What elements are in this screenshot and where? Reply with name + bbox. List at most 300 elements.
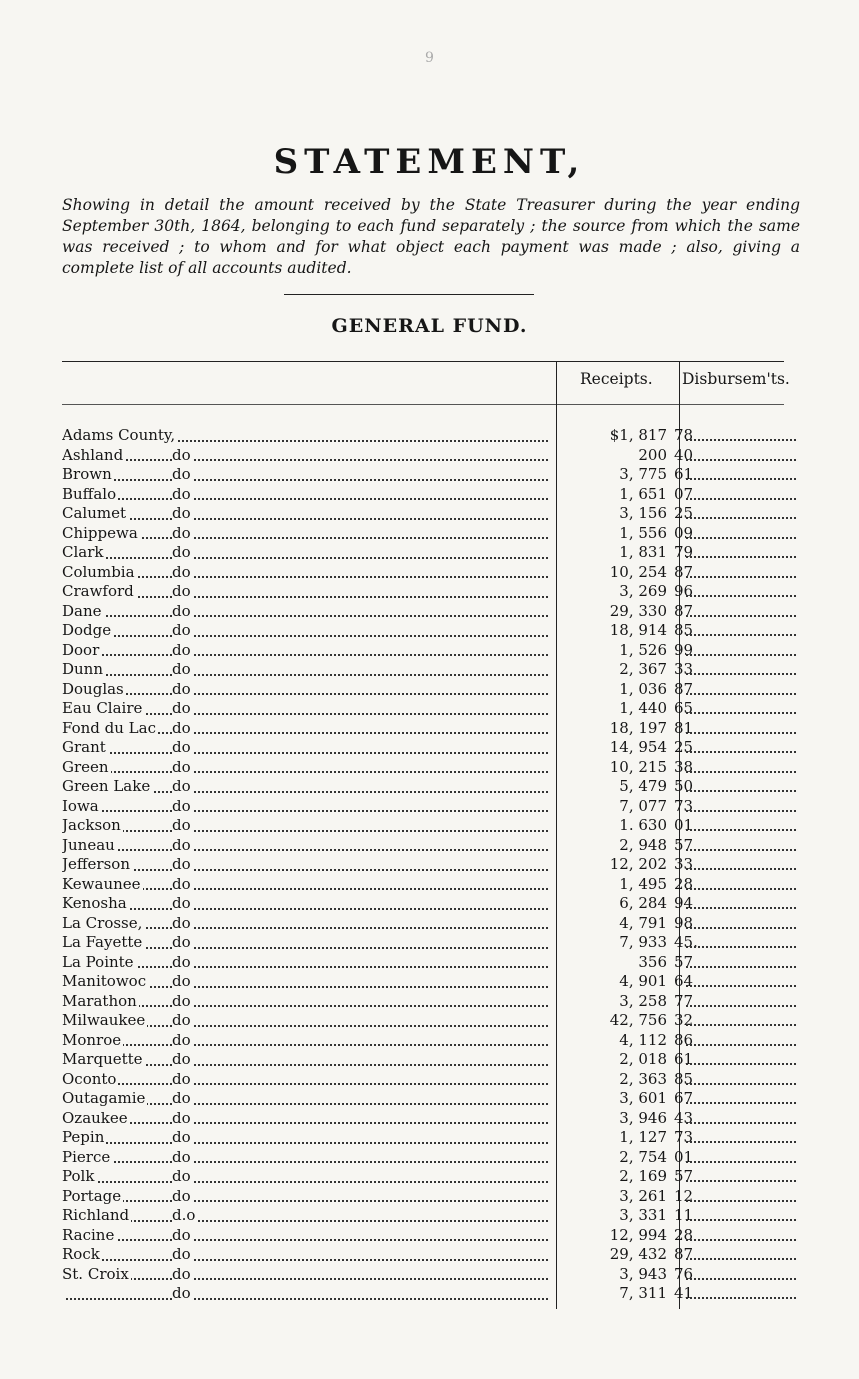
receipts-cents: 98 xyxy=(674,913,694,932)
county-cell xyxy=(62,1226,552,1246)
table-row xyxy=(62,719,800,739)
receipts-cents: 99 xyxy=(674,640,694,659)
ditto-mark: do xyxy=(172,1050,191,1068)
county-cell xyxy=(62,797,552,817)
ditto-mark: do xyxy=(172,894,191,912)
county-cell xyxy=(62,1011,552,1031)
county-cell xyxy=(62,933,552,953)
table-row xyxy=(62,1089,800,1109)
receipts-dollars: 356 xyxy=(638,952,667,971)
receipts-cents: 57 xyxy=(674,835,694,854)
county-name: Milwaukee xyxy=(62,1011,146,1029)
receipts-dollars: $1, 817 xyxy=(609,426,667,444)
disbursements-cell xyxy=(686,751,796,753)
receipts-cents: 40 xyxy=(674,445,694,464)
receipts-dollars: 5, 479 xyxy=(619,777,667,795)
disbursements-cell xyxy=(686,732,796,734)
county-cell xyxy=(62,485,552,505)
receipts-dollars: 1, 495 xyxy=(619,874,667,893)
county-name: Rock xyxy=(62,1245,100,1263)
disbursements-cell xyxy=(686,1063,796,1065)
table-row xyxy=(62,953,800,973)
table-row xyxy=(62,1284,800,1304)
receipts-dollars: 1, 127 xyxy=(619,1128,667,1146)
receipts-cents: 87 xyxy=(674,562,694,581)
table-row xyxy=(62,524,800,544)
receipts-dollars: 3, 261 xyxy=(619,1186,667,1205)
disbursements-cell xyxy=(686,810,796,812)
disbursements-cell xyxy=(686,1219,796,1221)
disbursements-cell xyxy=(686,1024,796,1026)
county-cell xyxy=(62,680,552,700)
county-name: Douglas xyxy=(62,679,124,698)
table-row xyxy=(62,641,800,661)
receipts-cents: 79 xyxy=(674,543,694,561)
county-cell xyxy=(62,1245,552,1265)
table-header-rule xyxy=(62,404,784,405)
ditto-mark: do xyxy=(172,1225,191,1244)
county-cell xyxy=(62,699,552,719)
receipts-dollars: 3, 156 xyxy=(619,504,667,522)
disbursements-cell xyxy=(686,985,796,987)
county-name: Pepin xyxy=(62,1128,105,1146)
county-cell xyxy=(62,1070,552,1090)
disbursements-cell xyxy=(686,517,796,519)
table-row xyxy=(62,894,800,914)
table-row xyxy=(62,582,800,602)
ditto-mark: do xyxy=(172,1089,191,1107)
receipts-cents: 85 xyxy=(674,1069,694,1088)
receipts-dollars: 3, 269 xyxy=(619,582,667,600)
disbursements-cell xyxy=(686,673,796,675)
county-cell xyxy=(62,1109,552,1129)
county-name: Dane xyxy=(62,601,102,620)
county-cell xyxy=(62,758,552,778)
county-cell xyxy=(62,426,552,446)
disbursements-cell xyxy=(686,576,796,578)
ditto-mark: do xyxy=(172,601,191,620)
county-name: Adams County, xyxy=(62,426,176,444)
receipts-dollars: 18, 197 xyxy=(609,718,667,737)
county-cell xyxy=(62,660,552,680)
ditto-mark: do xyxy=(172,855,191,873)
receipts-dollars: 4, 901 xyxy=(619,972,667,990)
receipts-dollars: 1, 831 xyxy=(619,543,667,561)
receipts-cents: 77 xyxy=(674,991,694,1010)
county-name: Grant xyxy=(62,738,106,756)
receipts-dollars: 10, 254 xyxy=(609,562,667,581)
table-row xyxy=(62,777,800,797)
disbursements-cell xyxy=(686,1278,796,1280)
disbursements-header: Disbursem'ts. xyxy=(682,370,790,388)
receipts-cents: 85 xyxy=(674,621,694,639)
disbursements-cell xyxy=(686,556,796,558)
disbursements-cell xyxy=(686,478,796,480)
table-row xyxy=(62,855,800,875)
receipts-dollars: 1, 651 xyxy=(619,484,667,503)
table-row xyxy=(62,1011,800,1031)
county-cell xyxy=(62,582,552,602)
receipts-cents: 73 xyxy=(674,1128,694,1146)
receipts-dollars: 3, 946 xyxy=(619,1108,667,1127)
receipts-cents: 38 xyxy=(674,757,694,776)
receipts-cents: 33 xyxy=(674,855,694,873)
statement-description: Showing in detail the amount received by the State Treasurer during the year ending September 30th, 1864, belonging to each fund separately ; the source from which the same was received ; to whom and for what object each payment was made ; also, giving a complete list of all accounts audited. xyxy=(62,196,800,277)
table-row xyxy=(62,602,800,622)
table-row xyxy=(62,836,800,856)
receipts-dollars: 7, 311 xyxy=(619,1284,667,1302)
ditto-mark: do xyxy=(172,1069,191,1088)
disbursements-cell xyxy=(686,439,796,441)
county-cell xyxy=(62,1167,552,1187)
table-row xyxy=(62,1167,800,1187)
table-row xyxy=(62,1031,800,1051)
county-name: La Fayette xyxy=(62,933,143,951)
receipts-dollars: 6, 284 xyxy=(619,894,667,912)
disbursements-cell xyxy=(686,1180,796,1182)
county-name: Calumet xyxy=(62,504,127,522)
county-cell xyxy=(62,738,552,758)
disbursements-cell xyxy=(686,946,796,948)
receipts-cents: 01 xyxy=(674,1147,694,1166)
receipts-cents: 28 xyxy=(674,874,694,893)
table-row xyxy=(62,797,800,817)
disbursements-cell xyxy=(686,615,796,617)
ditto-mark: d.o xyxy=(172,1206,196,1224)
county-name: Marquette xyxy=(62,1050,143,1068)
disbursements-cell xyxy=(686,1161,796,1163)
receipts-dollars: 1, 440 xyxy=(619,699,667,717)
receipts-cents: 57 xyxy=(674,1167,694,1185)
county-cell xyxy=(62,563,552,583)
ditto-mark: do xyxy=(172,1011,191,1029)
table-row xyxy=(62,914,800,934)
receipts-cents: 64 xyxy=(674,972,694,990)
ditto-mark: do xyxy=(172,1186,191,1205)
county-name: La Crosse, xyxy=(62,913,143,932)
receipts-dollars: 14, 954 xyxy=(609,738,667,756)
disbursements-cell xyxy=(686,849,796,851)
disbursements-cell xyxy=(686,1005,796,1007)
disbursements-cell xyxy=(686,966,796,968)
ditto-mark: do xyxy=(172,1167,191,1185)
disbursements-cell xyxy=(686,595,796,597)
receipts-cents: 94 xyxy=(674,894,694,912)
receipts-dollars: 3, 775 xyxy=(619,465,667,483)
disbursements-cell xyxy=(686,537,796,539)
receipts-cents: 87 xyxy=(674,679,694,698)
table-row xyxy=(62,933,800,953)
county-name: Marathon xyxy=(62,991,137,1010)
receipts-dollars: 12, 994 xyxy=(609,1225,667,1244)
table-row xyxy=(62,699,800,719)
receipts-cents: 67 xyxy=(674,1089,694,1107)
county-cell xyxy=(62,602,552,622)
ditto-mark: do xyxy=(172,952,191,971)
county-name: Portage xyxy=(62,1186,122,1205)
disbursements-cell xyxy=(686,907,796,909)
ditto-mark: do xyxy=(172,1147,191,1166)
receipts-dollars: 18, 914 xyxy=(609,621,667,639)
table-row xyxy=(62,1128,800,1148)
receipts-cents: 09 xyxy=(674,523,694,542)
county-name: Racine xyxy=(62,1225,115,1244)
ditto-mark: do xyxy=(172,562,191,581)
county-cell xyxy=(62,1148,552,1168)
county-name: Richland xyxy=(62,1206,130,1224)
county-cell xyxy=(62,1206,552,1226)
table-row xyxy=(62,1226,800,1246)
ditto-mark: do xyxy=(172,738,191,756)
table-row xyxy=(62,1187,800,1207)
ditto-mark: do xyxy=(172,972,191,990)
county-name: Clark xyxy=(62,543,104,561)
county-cell xyxy=(62,1128,552,1148)
county-cell xyxy=(62,1050,552,1070)
ditto-mark: do xyxy=(172,523,191,542)
ditto-mark: do xyxy=(172,679,191,698)
table-row xyxy=(62,446,800,466)
table-row xyxy=(62,816,800,836)
county-name: Pierce xyxy=(62,1147,111,1166)
table-row xyxy=(62,485,800,505)
title-divider xyxy=(284,294,534,295)
receipts-dollars: 2, 948 xyxy=(619,835,667,854)
disbursements-cell xyxy=(686,459,796,461)
receipts-dollars: 2, 018 xyxy=(619,1050,667,1068)
receipts-dollars: 7, 933 xyxy=(619,933,667,951)
disbursements-cell xyxy=(686,1083,796,1085)
table-top-rule xyxy=(62,361,784,362)
county-cell xyxy=(62,1187,552,1207)
table-row xyxy=(62,426,800,446)
county-cell xyxy=(62,836,552,856)
table-row xyxy=(62,465,800,485)
receipts-dollars: 4, 791 xyxy=(619,913,667,932)
receipts-cents: 65 xyxy=(674,699,694,717)
county-cell xyxy=(62,855,552,875)
receipts-cents: 07 xyxy=(674,484,694,503)
table-row xyxy=(62,504,800,524)
receipts-dollars: 200 xyxy=(638,445,667,464)
ditto-mark: do xyxy=(172,699,191,717)
county-cell xyxy=(62,446,552,466)
receipts-cents: 57 xyxy=(674,952,694,971)
disbursements-cell xyxy=(686,1102,796,1104)
ditto-mark: do xyxy=(172,621,191,639)
county-cell xyxy=(62,621,552,641)
ditto-mark: do xyxy=(172,991,191,1010)
county-cell xyxy=(62,504,552,524)
county-name: Brown xyxy=(62,465,112,483)
county-cell xyxy=(62,1089,552,1109)
ditto-mark: do xyxy=(172,1245,191,1263)
receipts-cents: 61 xyxy=(674,1050,694,1068)
county-name: Crawford xyxy=(62,582,134,600)
receipts-dollars: 29, 432 xyxy=(609,1245,667,1263)
table-row xyxy=(62,543,800,563)
county-name: Ashland xyxy=(62,445,124,464)
receipts-dollars: 3, 943 xyxy=(619,1264,667,1283)
receipts-cents: 25 xyxy=(674,504,694,522)
county-name: Dodge xyxy=(62,621,112,639)
receipts-cents: 45. xyxy=(674,933,698,951)
receipts-cents: 11 xyxy=(674,1206,694,1224)
table-row xyxy=(62,1245,800,1265)
receipts-dollars: 2, 169 xyxy=(619,1167,667,1185)
disbursements-cell xyxy=(686,634,796,636)
county-cell xyxy=(62,465,552,485)
ditto-mark: do xyxy=(172,582,191,600)
receipts-cents: 78 xyxy=(674,426,694,444)
disbursements-cell xyxy=(686,693,796,695)
receipts-dollars: 1, 526 xyxy=(619,640,667,659)
ditto-mark: do xyxy=(172,1284,191,1302)
county-cell xyxy=(62,1031,552,1051)
table-row xyxy=(62,621,800,641)
receipts-dollars: 10, 215 xyxy=(609,757,667,776)
table-row xyxy=(62,1206,800,1226)
receipts-cents: 73 xyxy=(674,796,694,815)
disbursements-cell xyxy=(686,654,796,656)
receipts-cents: 96 xyxy=(674,582,694,600)
table-row xyxy=(62,660,800,680)
county-name: Eau Claire xyxy=(62,699,143,717)
county-cell xyxy=(62,972,552,992)
ditto-mark: do xyxy=(172,816,191,834)
county-cell xyxy=(62,894,552,914)
county-name: Monroe xyxy=(62,1030,122,1049)
receipts-dollars: 4, 112 xyxy=(619,1030,667,1049)
county-name: Buffalo xyxy=(62,484,117,503)
ditto-mark: do xyxy=(172,913,191,932)
county-name: Jackson xyxy=(62,816,121,834)
ditto-mark: do xyxy=(172,718,191,737)
disbursements-cell xyxy=(686,712,796,714)
receipts-cents: 81 xyxy=(674,718,694,737)
county-cell xyxy=(62,524,552,544)
county-cell xyxy=(62,719,552,739)
county-cell xyxy=(62,543,552,563)
county-name: Ozaukee xyxy=(62,1108,128,1127)
ditto-mark: do xyxy=(172,543,191,561)
table-row xyxy=(62,563,800,583)
county-name xyxy=(62,1284,64,1302)
receipts-cents: 87 xyxy=(674,1245,694,1263)
county-name: Door xyxy=(62,640,100,659)
receipts-dollars: 1, 036 xyxy=(619,679,667,698)
disbursements-cell xyxy=(686,927,796,929)
county-name: Green Lake xyxy=(62,777,151,795)
table-row xyxy=(62,1050,800,1070)
disbursements-cell xyxy=(686,1044,796,1046)
county-cell xyxy=(62,816,552,836)
county-cell xyxy=(62,992,552,1012)
disbursements-cell xyxy=(686,1239,796,1241)
page-number: 9 xyxy=(425,50,434,66)
receipts-cents: 86 xyxy=(674,1030,694,1049)
ditto-mark: do xyxy=(172,1128,191,1146)
ditto-mark: do xyxy=(172,777,191,795)
table-row xyxy=(62,1148,800,1168)
ditto-mark: do xyxy=(172,1264,191,1283)
receipts-dollars: 2, 754 xyxy=(619,1147,667,1166)
ditto-mark: do xyxy=(172,757,191,776)
county-cell xyxy=(62,953,552,973)
disbursements-cell xyxy=(686,498,796,500)
ditto-mark: do xyxy=(172,484,191,503)
county-name: Dunn xyxy=(62,660,104,678)
receipts-dollars: 3, 258 xyxy=(619,991,667,1010)
county-cell xyxy=(62,875,552,895)
county-name: Fond du Lac xyxy=(62,718,156,737)
receipts-dollars: 12, 202 xyxy=(609,855,667,873)
county-name: Green xyxy=(62,757,109,776)
county-name: Kenosha xyxy=(62,894,127,912)
ditto-mark: do xyxy=(172,465,191,483)
county-cell xyxy=(62,914,552,934)
page-title: STATEMENT, xyxy=(273,142,586,182)
county-name: Outagamie xyxy=(62,1089,146,1107)
receipts-cents: 32 xyxy=(674,1011,694,1029)
receipts-dollars: 7, 077 xyxy=(619,796,667,815)
county-cell xyxy=(62,1265,552,1285)
ditto-mark: do xyxy=(172,660,191,678)
county-cell xyxy=(62,1284,552,1304)
county-name: Oconto xyxy=(62,1069,117,1088)
county-name: Jefferson xyxy=(62,855,130,873)
receipts-dollars: 42, 756 xyxy=(609,1011,667,1029)
receipts-dollars: 29, 330 xyxy=(609,601,667,620)
fund-title: GENERAL FUND. xyxy=(331,315,528,337)
table-row xyxy=(62,1265,800,1285)
ditto-mark: do xyxy=(172,1108,191,1127)
disbursements-cell xyxy=(686,1141,796,1143)
disbursements-cell xyxy=(686,888,796,890)
receipts-cents: 50 xyxy=(674,777,694,795)
receipts-dollars: 3, 601 xyxy=(619,1089,667,1107)
disbursements-cell xyxy=(686,790,796,792)
disbursements-cell xyxy=(686,829,796,831)
receipts-header: Receipts. xyxy=(580,370,653,388)
receipts-dollars: 1. 630 xyxy=(619,816,667,834)
ditto-mark: do xyxy=(172,504,191,522)
receipts-dollars: 2, 363 xyxy=(619,1069,667,1088)
county-name: Columbia xyxy=(62,562,135,581)
receipts-cents: 01 xyxy=(674,816,694,834)
county-name: Polk xyxy=(62,1167,95,1185)
receipts-cents: 25 xyxy=(674,738,694,756)
county-cell xyxy=(62,641,552,661)
receipts-dollars: 1, 556 xyxy=(619,523,667,542)
ditto-mark: do xyxy=(172,835,191,854)
county-name: La Pointe xyxy=(62,952,134,971)
ditto-mark: do xyxy=(172,796,191,815)
disbursements-cell xyxy=(686,868,796,870)
table-row xyxy=(62,738,800,758)
receipts-dollars: 2, 367 xyxy=(619,660,667,678)
disbursements-cell xyxy=(686,1122,796,1124)
county-name: Iowa xyxy=(62,796,99,815)
county-name: Chippewa xyxy=(62,523,138,542)
table-row xyxy=(62,875,800,895)
disbursements-cell xyxy=(686,1200,796,1202)
table-row xyxy=(62,680,800,700)
receipts-cents: 87 xyxy=(674,601,694,620)
receipts-cents: 33 xyxy=(674,660,694,678)
ditto-mark: do xyxy=(172,445,191,464)
receipts-cents: 12 xyxy=(674,1186,694,1205)
